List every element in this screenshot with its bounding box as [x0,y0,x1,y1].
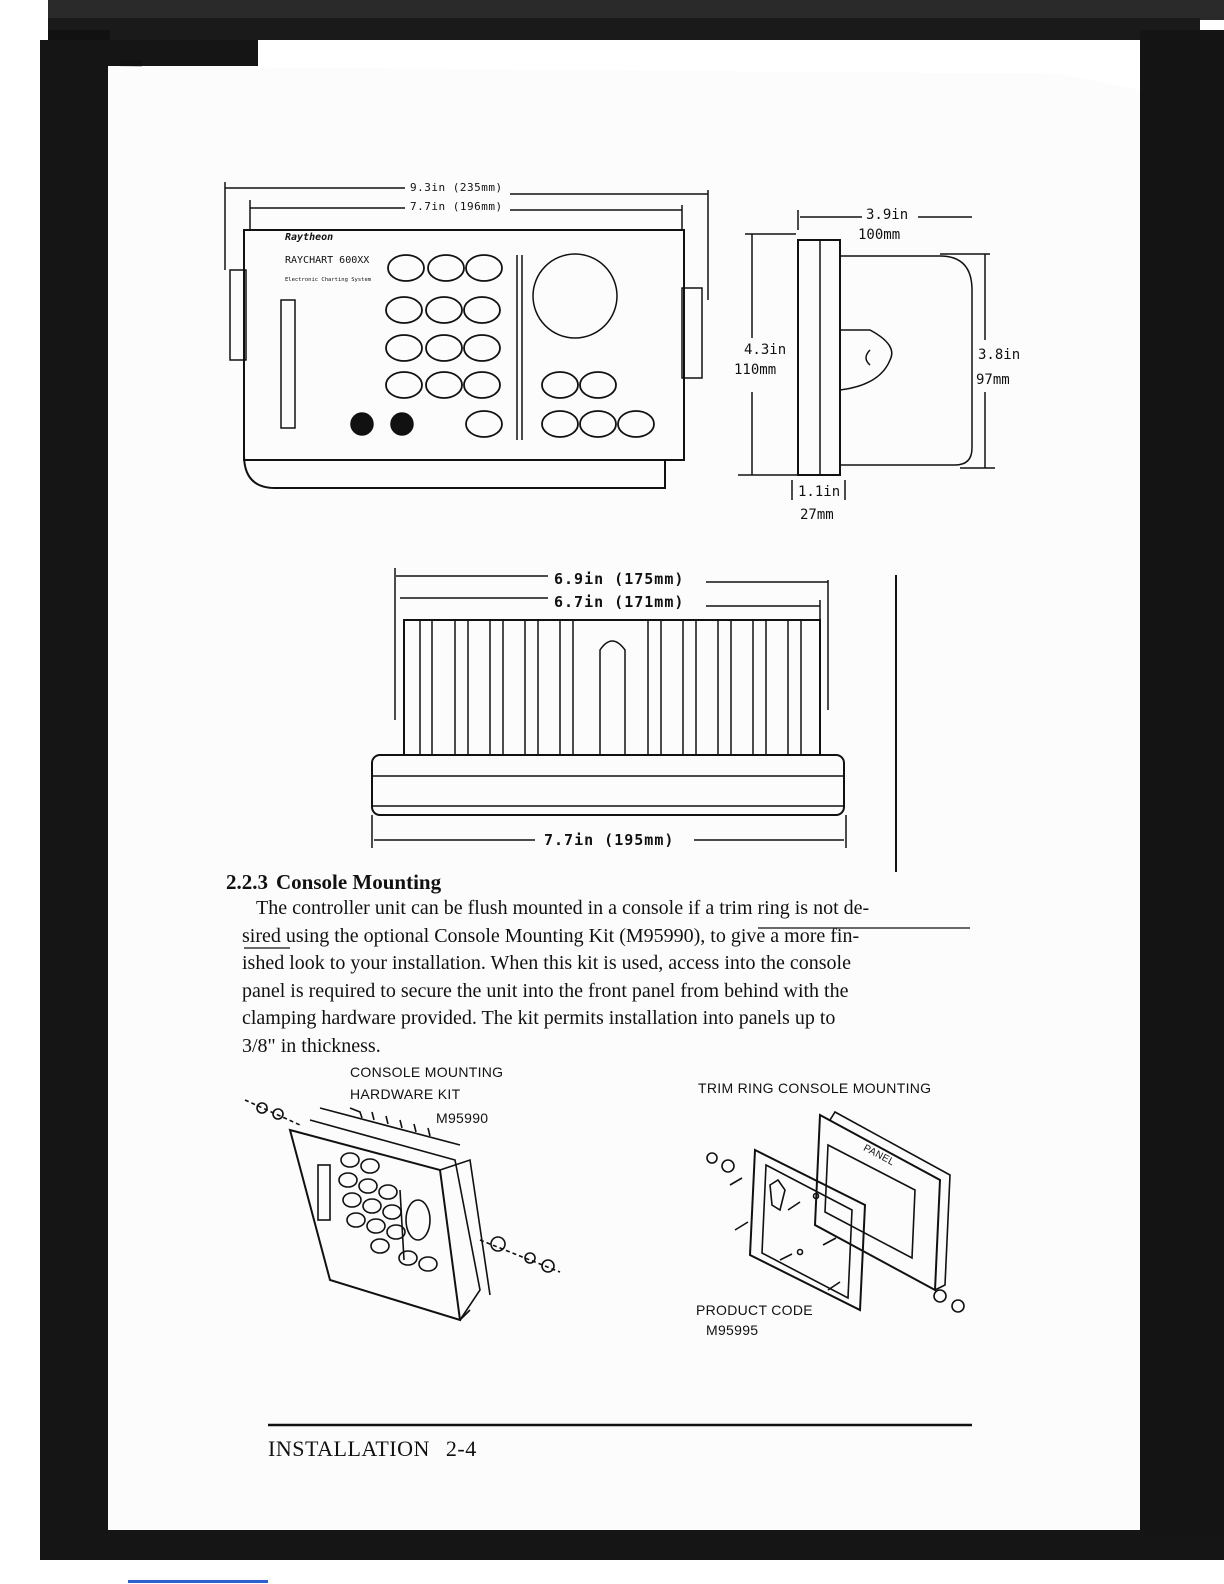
top-width-inner-label: 6.7in (171mm) [554,593,685,611]
product-code-label: PRODUCT CODE [696,1302,813,1318]
model-label: RAYCHART 600XX [285,255,370,266]
height-left-mm-label: 110mm [734,362,777,378]
thickness-label: 1.1in [798,484,841,500]
trim-ring-title: TRIM RING CONSOLE MOUNTING [698,1080,932,1096]
footer-label: INSTALLATION [268,1436,430,1461]
body-line: ished look to your installation. When this kit is used, access into the console [242,952,851,974]
thickness-mm-label: 27mm [800,507,834,523]
top-width-outer-label: 6.9in (175mm) [554,570,685,588]
subtitle-label: Electronic Charting System [285,277,372,283]
page-number: 2-4 [445,1436,477,1461]
body-line: 3/8" in thickness. [242,1034,381,1057]
body-line: clamping hardware provided. The kit permits installation into panels up to [242,1007,836,1029]
page-footer [268,1436,477,1462]
base-width-label: 7.7in (195mm) [544,831,675,849]
height-right-mm-label: 97mm [976,372,1010,388]
kit-label-line1: CONSOLE MOUNTING [350,1064,504,1080]
section-body [242,895,982,1060]
body-line: sired using the optional Console Mounting Kit (M95990), to give a more fin- [242,924,860,947]
section-title: Console Mounting [276,870,442,894]
section-number: 2.2.3 [226,870,268,894]
front-width-outer-label: 9.3in (235mm) [410,181,503,194]
front-width-inner-label: 7.7in (196mm) [410,200,503,213]
panel-label: PANEL [861,1142,897,1169]
body-line: The controller unit can be flush mounted in a console if a trim ring is not de- [256,897,870,919]
depth-mm-label: 100mm [858,227,901,243]
height-right-label: 3.8in [978,347,1021,363]
height-left-label: 4.3in [744,342,787,358]
depth-label: 3.9in [866,207,909,223]
raytheon-logo: Raytheon [285,232,334,243]
product-code: M95995 [706,1322,759,1338]
kit-label-line2: HARDWARE KIT [350,1086,461,1102]
section-heading [226,870,441,895]
body-line: panel is required to secure the unit into the front panel from behind with the [242,979,849,1002]
kit-code: M95990 [436,1110,489,1126]
